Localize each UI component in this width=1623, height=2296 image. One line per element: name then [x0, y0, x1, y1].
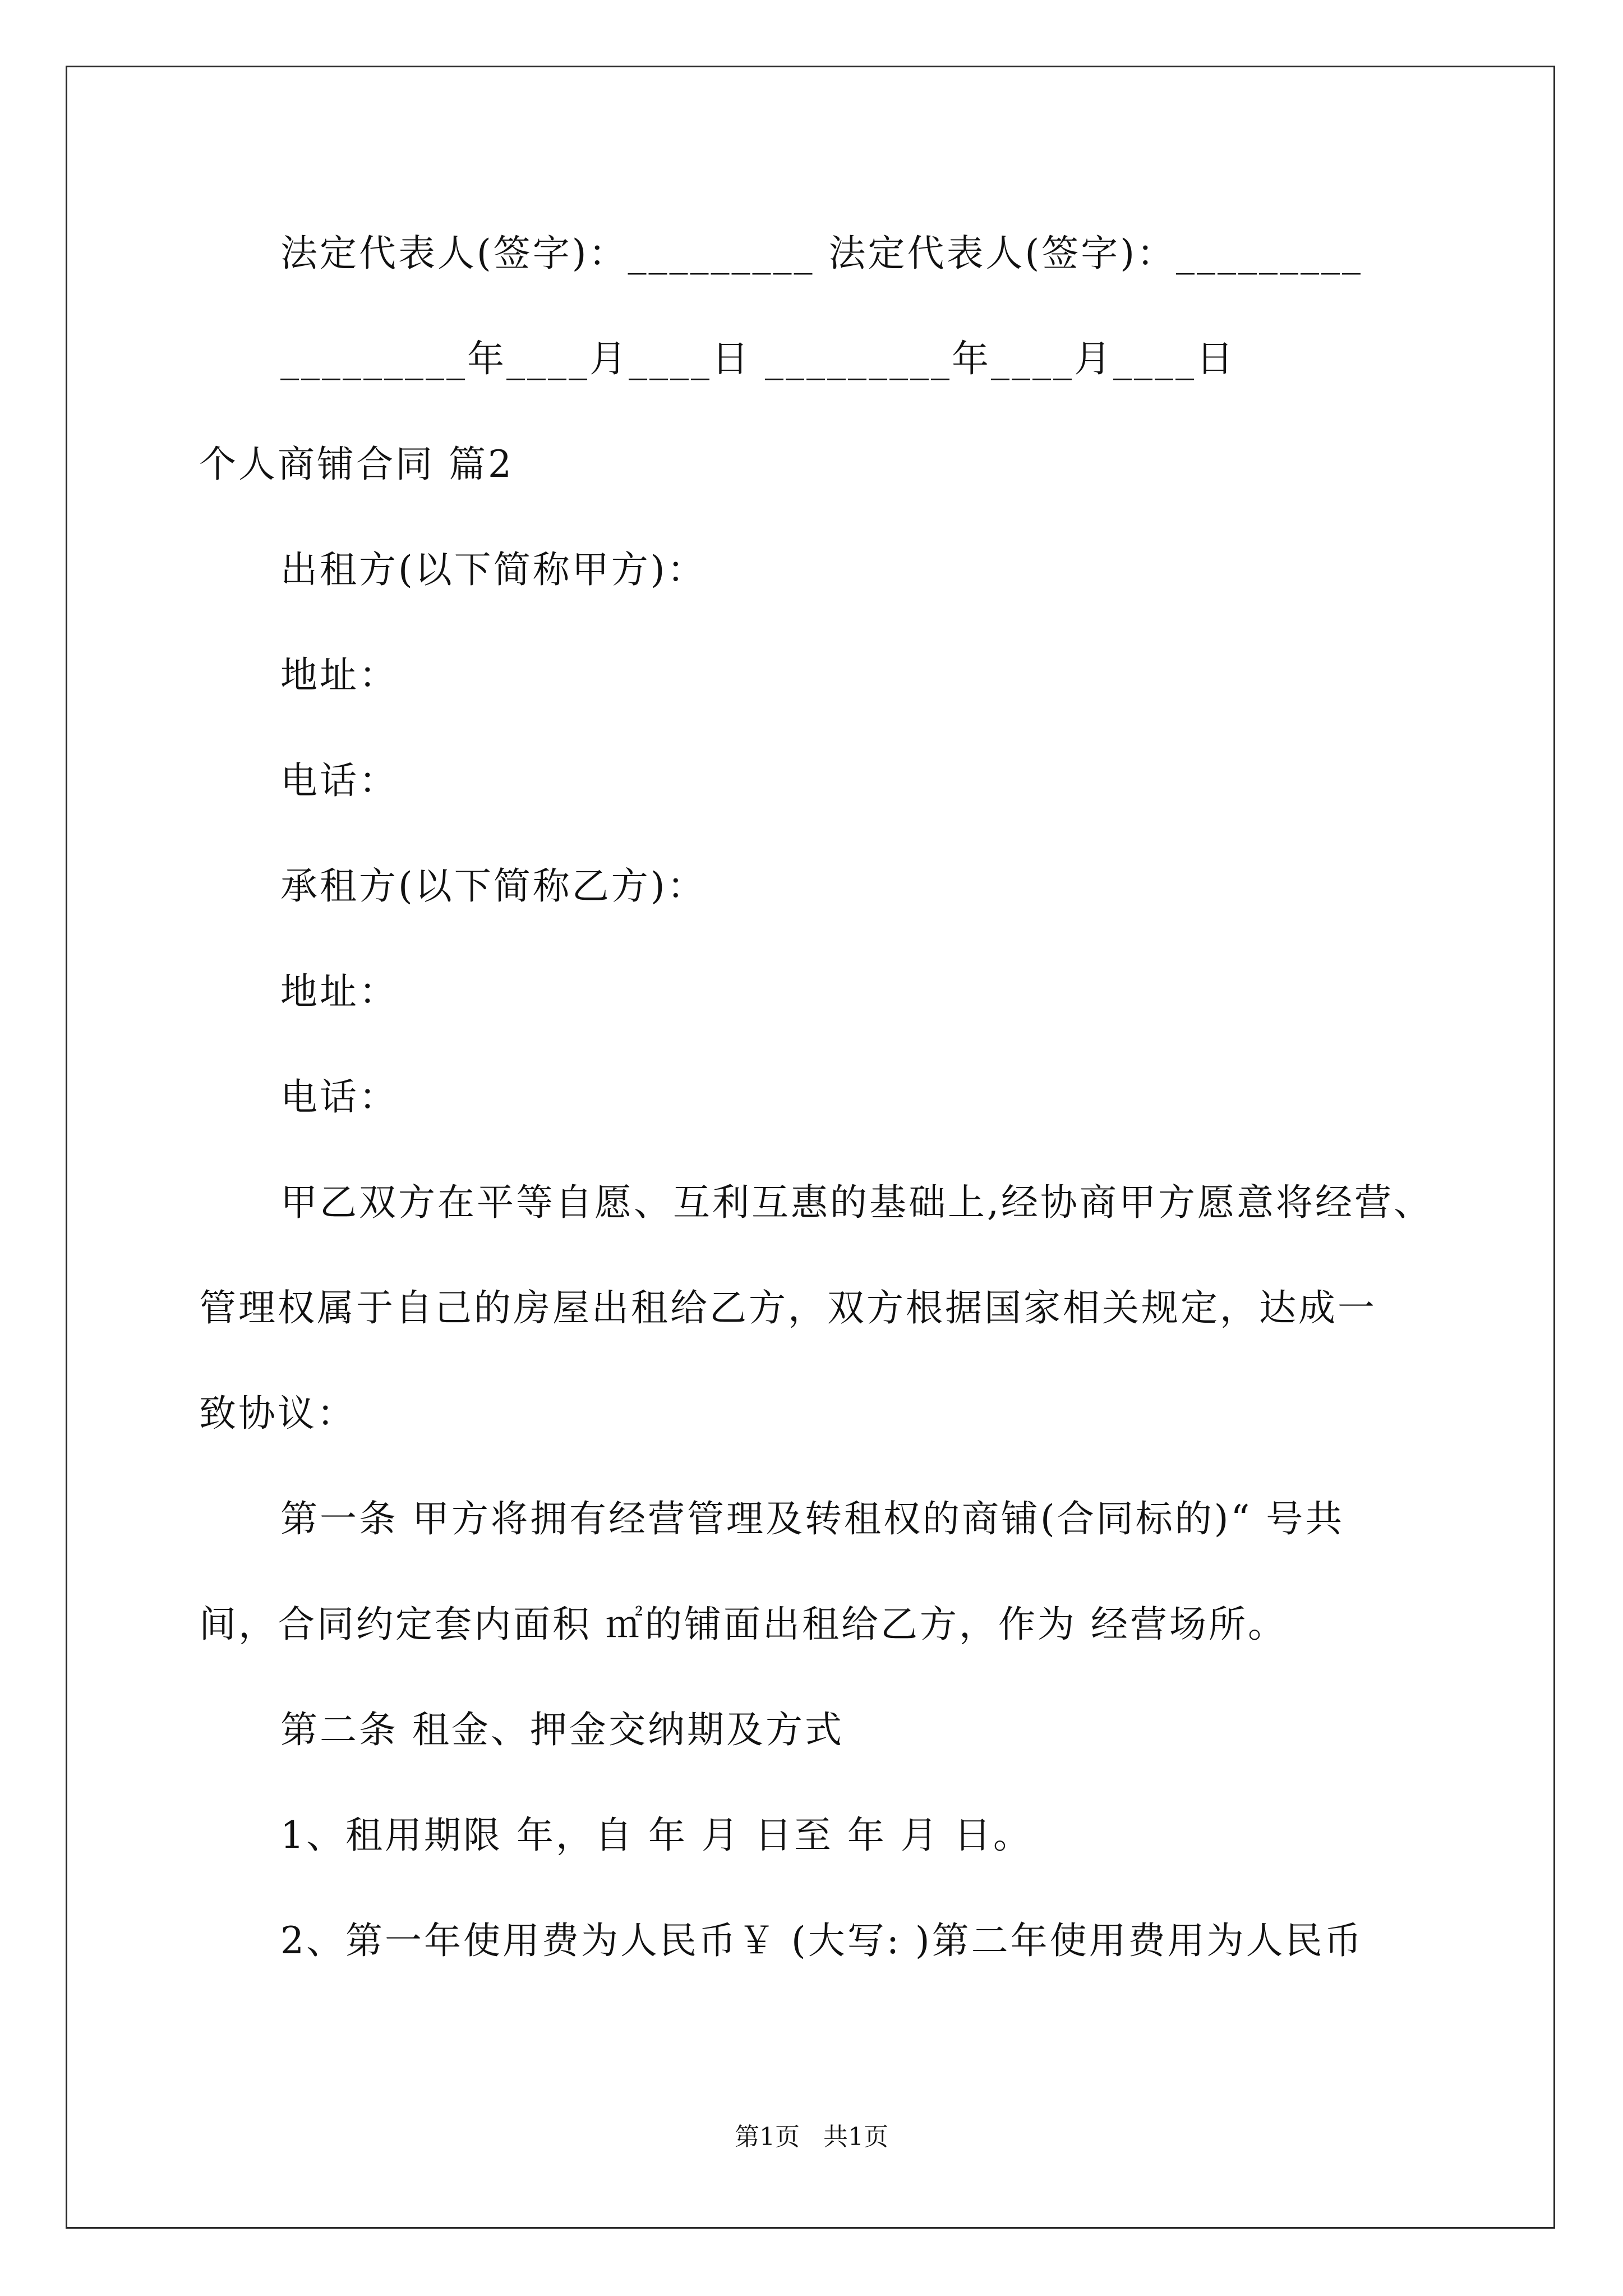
page-footer: 第1页 共1页 — [735, 2123, 888, 2151]
section-heading: 个人商铺合同 篇2 — [199, 443, 514, 486]
lessor-phone-line: 电话： — [280, 759, 398, 802]
lessee-phone-line: 电话： — [280, 1075, 398, 1119]
lessee-line: 承租方(以下简称乙方)： — [280, 864, 707, 908]
paragraph-line: 管理权属于自己的房屋出租给乙方，双方根据国家相关规定，达成一 — [199, 1286, 1377, 1329]
article-1-line: 间，合同约定套内面积 ㎡的铺面出租给乙方，作为 经营场所。 — [199, 1603, 1287, 1646]
paragraph-line: 致协议： — [199, 1392, 356, 1435]
lessee-address-line: 地址： — [280, 970, 398, 1013]
lessor-line: 出租方(以下简称甲方)： — [280, 548, 707, 591]
clause-1-line: 1、租用期限 年，自 年 月 日至 年 月 日。 — [280, 1814, 1032, 1857]
signature-line: 法定代表人(签字)：_________ 法定代表人(签字)：_________ — [280, 232, 1363, 275]
paragraph-line: 甲乙双方在平等自愿、互利互惠的基础上,经协商甲方愿意将经营、 — [280, 1181, 1433, 1224]
page-border — [66, 66, 1555, 2229]
date-line: _________年____月____日 _________年____月____日 — [280, 337, 1235, 380]
clause-2-line: 2、第一年使用费为人民币￥ (大写: )第二年使用费用为人民币 — [280, 1919, 1364, 1962]
lessor-address-line: 地址： — [280, 654, 398, 697]
article-2-heading: 第二条 租金、押金交纳期及方式 — [280, 1708, 844, 1751]
article-1-line: 第一条 甲方将拥有经营管理及转租权的商铺(合同标的)“ 号共 — [280, 1497, 1345, 1540]
